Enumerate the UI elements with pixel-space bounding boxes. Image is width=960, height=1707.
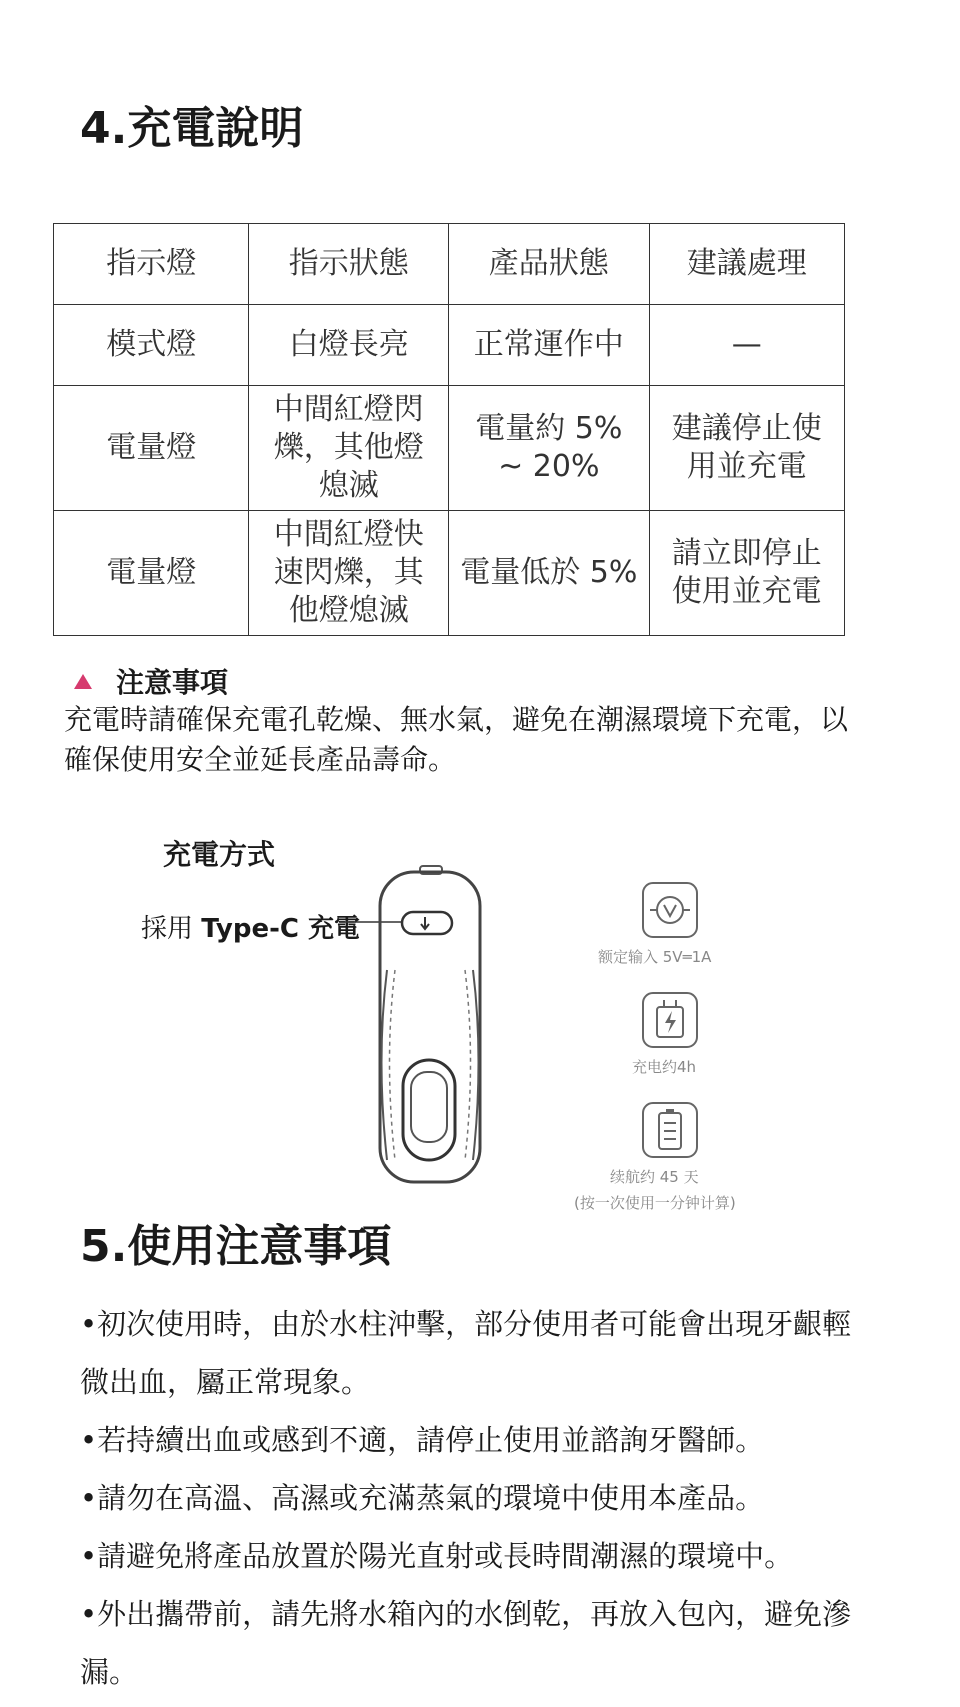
table-cell: 正常運作中 xyxy=(449,305,650,386)
table-cell: 電量燈 xyxy=(54,511,249,636)
charging-spec-icons xyxy=(560,875,720,1175)
list-item: •外出攜帶前，請先將水箱內的水倒乾，再放入包內，避免滲漏。 xyxy=(80,1597,852,1689)
section-5-title: 5.使用注意事項 xyxy=(80,1221,392,1272)
table-header-cell: 產品狀態 xyxy=(449,224,650,305)
note-heading-label: 注意事項 xyxy=(116,666,229,699)
table-cell: 電量低於 5% xyxy=(449,511,650,636)
table-header-cell: 指示狀態 xyxy=(249,224,449,305)
battery-life-note: (按一次使用一分钟计算) xyxy=(574,1194,736,1212)
usage-notes-list xyxy=(80,1295,880,1701)
table-cell: 建議停止使用並充電 xyxy=(649,386,844,511)
rated-input-caption: 额定输入 5V═1A xyxy=(598,948,712,966)
typec-label xyxy=(141,908,360,945)
battery-icon xyxy=(643,1103,697,1157)
charging-indicator-table xyxy=(53,223,845,636)
list-item: •若持續出血或感到不適，請停止使用並諮詢牙醫師。 xyxy=(80,1423,765,1457)
typec-prefix: 採用 xyxy=(141,914,202,944)
section-4-title: 4.充電說明 xyxy=(80,103,304,154)
table-cell: 請立即停止使用並充電 xyxy=(649,511,844,636)
table-header-cell: 指示燈 xyxy=(54,224,249,305)
table-header-row xyxy=(54,224,845,305)
list-item: •請勿在高溫、高濕或充滿蒸氣的環境中使用本產品。 xyxy=(80,1481,765,1515)
table-cell: 電量約 5% ~ 20% xyxy=(449,386,650,511)
table-cell: 模式燈 xyxy=(54,305,249,386)
rated-input-icon xyxy=(643,883,697,937)
table-row xyxy=(54,305,845,386)
table-row xyxy=(54,386,845,511)
list-item: •初次使用時，由於水柱沖擊，部分使用者可能會出現牙齦輕微出血，屬正常現象。 xyxy=(80,1307,852,1399)
table-cell: — xyxy=(649,305,844,386)
table-cell: 電量燈 xyxy=(54,386,249,511)
table-cell: 白燈長亮 xyxy=(249,305,449,386)
charge-time-caption: 充电约4h xyxy=(632,1058,697,1076)
typec-bold: Type-C 充電 xyxy=(201,914,361,944)
table-cell: 中間紅燈快速閃爍，其他燈熄滅 xyxy=(249,511,449,636)
charging-plug-icon xyxy=(643,993,697,1047)
note-heading xyxy=(74,661,228,701)
device-illustration xyxy=(340,860,500,1190)
warning-triangle-icon xyxy=(74,674,92,689)
table-header-cell: 建議處理 xyxy=(649,224,844,305)
note-body: 充電時請確保充電孔乾燥、無水氣，避免在潮濕環境下充電，以確保使用安全並延長產品壽命。 xyxy=(64,703,849,776)
battery-life-caption: 续航约 45 天 xyxy=(610,1168,699,1186)
table-cell: 中間紅燈閃爍，其他燈熄滅 xyxy=(249,386,449,511)
charging-method-title: 充電方式 xyxy=(163,838,276,871)
table-row xyxy=(54,511,845,636)
list-item: •請避免將產品放置於陽光直射或長時間潮濕的環境中。 xyxy=(80,1539,794,1573)
